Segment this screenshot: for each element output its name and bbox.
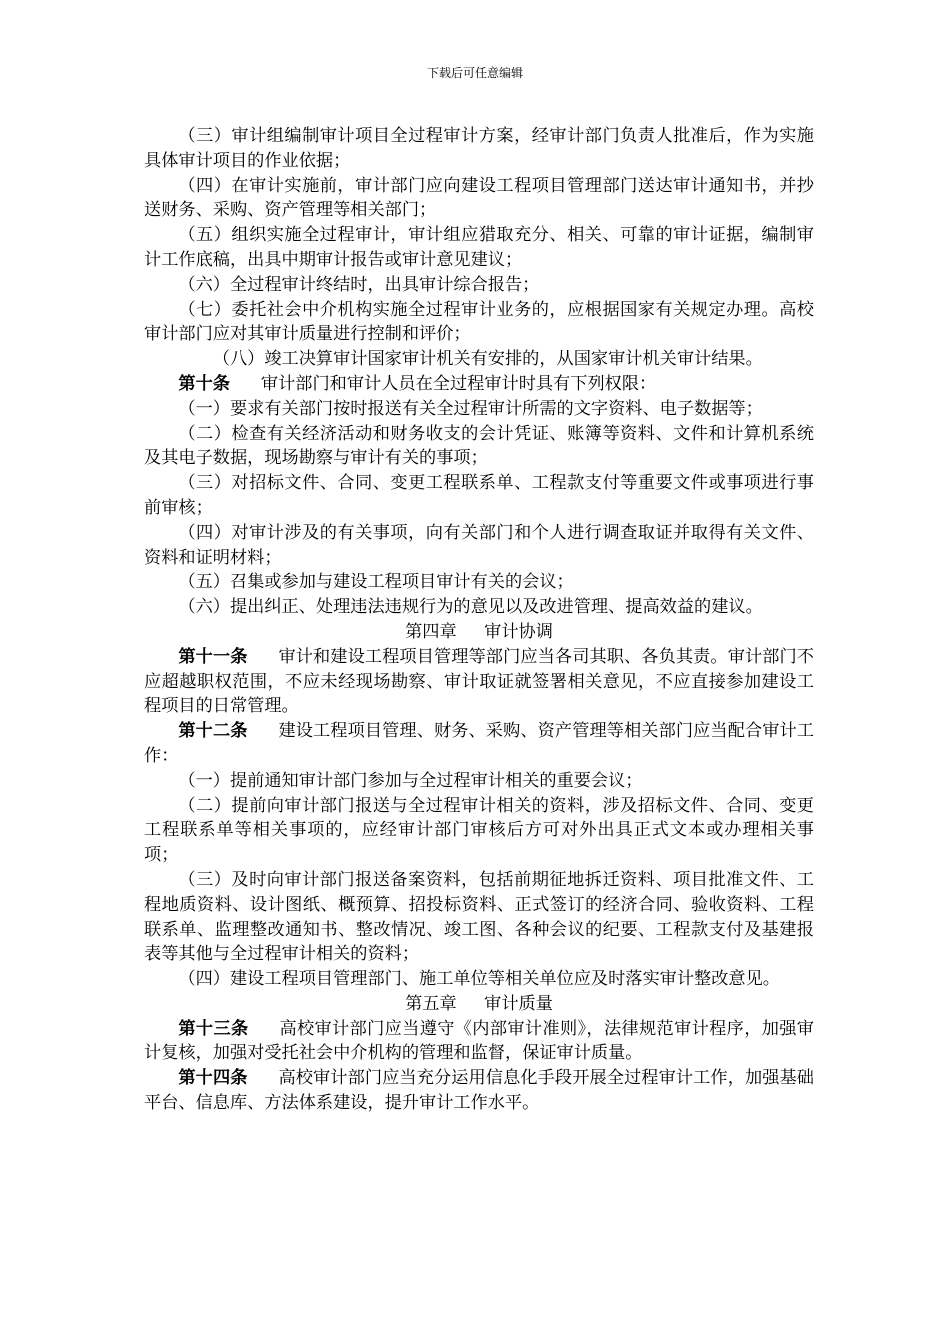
- clause-paragraph: （三）对招标文件、合同、变更工程联系单、工程款支付等重要文件或事项进行事前审核；: [144, 473, 814, 518]
- article-paragraph: [144, 372, 814, 397]
- chapter-title: 审计质量: [484, 993, 553, 1014]
- clause-paragraph: （六）提出纠正、处理违法违规行为的意见以及改进管理、提高效益的建议。: [178, 597, 763, 618]
- clause-paragraph: （四）在审计实施前，审计部门应向建设工程项目管理部门送达审计通知书，并抄送财务、采购、资产管理等相关部门；: [144, 175, 814, 221]
- article-title: 第十二条: [178, 721, 248, 742]
- article-paragraph: [144, 1017, 814, 1067]
- page-header: 下载后可任意编辑: [426, 66, 523, 80]
- clause-paragraph: （四）对审计涉及的有关事项，向有关部门和个人进行调查取证并取得有关文件、资料和证明材料；: [144, 522, 814, 568]
- chapter-title: 审计协调: [484, 621, 553, 642]
- chapter-number: 第五章: [405, 993, 457, 1014]
- article-title: 第十一条: [178, 646, 248, 667]
- clause-paragraph: （八）竣工决算审计国家审计机关有安排的，从国家审计机关审计结果。: [212, 349, 763, 370]
- clause-paragraph: （七）委托社会中介机构实施全过程审计业务的，应根据国家有关规定办理。高校审计部门应对其审计质量进行控制和评价；: [144, 299, 814, 345]
- article-paragraph: [144, 1066, 814, 1116]
- clause-paragraph: （三）及时向审计部门报送备案资料，包括前期征地拆迁资料、项目批准文件、工程地质资料、设计图纸、概预算、招投标资料、正式签订的经济合同、验收资料、工程联系单、监理整改通知书、整改情况、竣工图、各种会议的纪要、工程款支付及基建报表等其他与全过程审计相关的资料；: [144, 869, 814, 965]
- article-paragraph: [144, 645, 814, 719]
- clause-paragraph: （五）召集或参加与建设工程项目审计有关的会议；: [178, 572, 574, 593]
- article-text: 高校审计部门应当充分运用信息化手段开展全过程审计工作，加强基础平台、信息库、方法体系建设，提升审计工作水平。: [144, 1068, 814, 1114]
- article-text: 审计和建设工程项目管理等部门应当各司其职、各负其责。审计部门不应超越职权范围，不应未经现场勘察、审计取证就签署相关意见，不应直接参加建设工程项目的日常管理。: [144, 646, 814, 717]
- article-title: 第十条: [178, 373, 230, 394]
- article-title: 第十四条: [178, 1068, 248, 1089]
- article-text: 高校审计部门应当遵守《内部审计准则》，法律规范审计程序，加强审计复核，加强对受托社会中介机构的管理和监督，保证审计质量。: [144, 1018, 814, 1064]
- clause-paragraph: （二）提前向审计部门报送与全过程审计相关的资料，涉及招标文件、合同、变更工程联系单等相关事项的，应经审计部门审核后方可对外出具正式文本或办理相关事项；: [144, 795, 814, 866]
- clause-paragraph: （三）审计组编制审计项目全过程审计方案，经审计部门负责人批准后，作为实施具体审计项目的作业依据；: [144, 126, 814, 171]
- clause-paragraph: （五）组织实施全过程审计，审计组应猎取充分、相关、可靠的审计证据，编制审计工作底稿，出具中期审计报告或审计意见建议；: [144, 225, 814, 270]
- article-text: 审计部门和审计人员在全过程审计时具有下列权限：: [260, 373, 657, 394]
- clause-paragraph: （一）要求有关部门按时报送有关全过程审计所需的文字资料、电子数据等；: [178, 398, 763, 419]
- chapter-heading: [144, 620, 814, 645]
- article-text: 建设工程项目管理、财务、采购、资产管理等相关部门应当配合审计工作：: [144, 721, 814, 766]
- clause-paragraph: （一）提前通知审计部门参加与全过程审计相关的重要会议；: [178, 770, 643, 791]
- document-body: [144, 124, 814, 1116]
- clause-paragraph: （四）建设工程项目管理部门、施工单位等相关单位应及时落实审计整改意见。: [178, 969, 780, 990]
- clause-paragraph: （二）检查有关经济活动和财务收支的会计凭证、账簿等资料、文件和计算机系统及其电子数据，现场勘察与审计有关的事项；: [144, 423, 814, 469]
- chapter-number: 第四章: [405, 621, 457, 642]
- article-title: 第十三条: [178, 1018, 249, 1039]
- article-paragraph: [144, 719, 814, 769]
- chapter-heading: [144, 992, 814, 1017]
- clause-paragraph: （六）全过程审计终结时，出具审计综合报告；: [178, 274, 540, 295]
